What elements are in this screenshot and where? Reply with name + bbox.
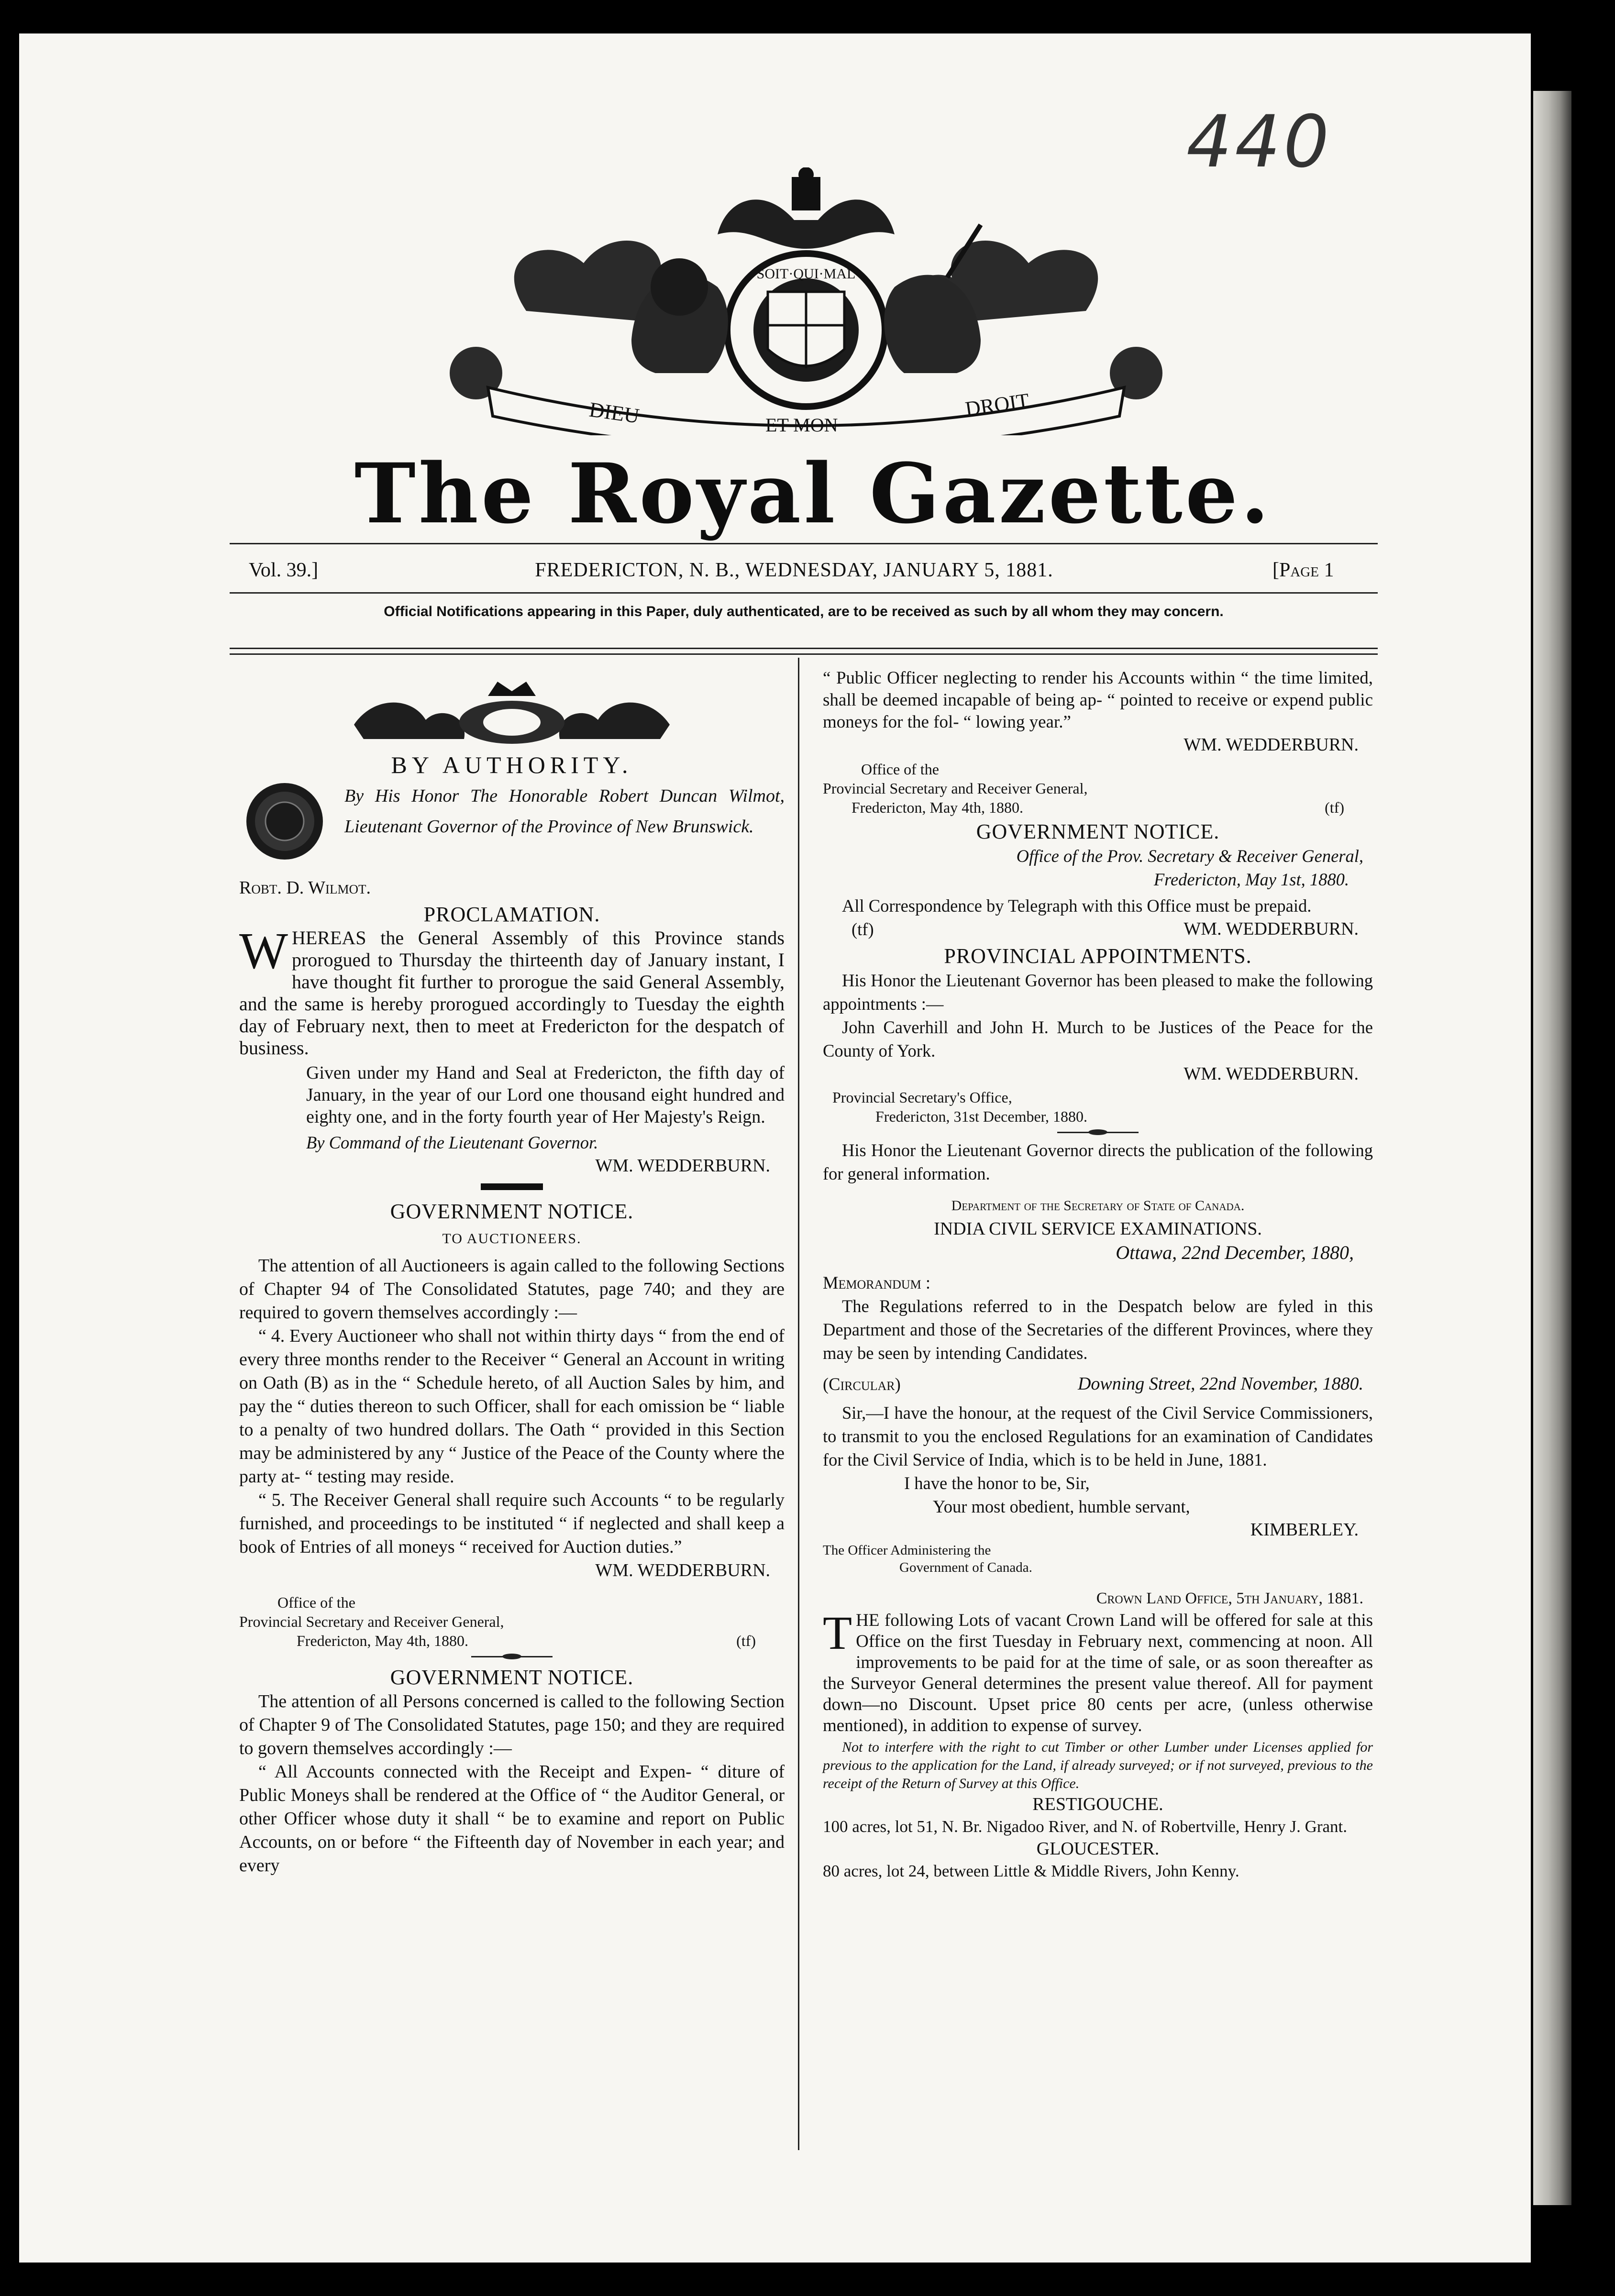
restigouche-heading: RESTIGOUCHE. bbox=[1032, 1794, 1163, 1814]
provincial-appointments-body-1: His Honor the Lieutenant Governor has been pleased to make the following appointments :— bbox=[823, 971, 1373, 1014]
downing-street-date: Downing Street, 22nd November, 1880. bbox=[1077, 1374, 1363, 1394]
continued-tf: (tf) bbox=[1325, 799, 1344, 816]
svg-text:ET MON: ET MON bbox=[765, 414, 838, 435]
notice1-subheading: TO AUCTIONEERS. bbox=[442, 1231, 582, 1247]
notice1-tf: (tf) bbox=[736, 1632, 756, 1649]
notice1-section-5: “ 5. The Receiver General shall require such Accounts “ to be regularly furnished, and proceedings to be instituted “ if neglected and shall keep a book of Entries of all moneys “ received for Auction duties.” bbox=[239, 1490, 785, 1557]
gov-notice-heading: GOVERNMENT NOTICE. bbox=[976, 820, 1220, 843]
continued-office bbox=[823, 760, 1373, 817]
proclamation-body: WHEREAS the General Assembly of this Province stands prorogued to Thursday the thirteenth day of January instant, I have thought fit further to prorogue the said General Assembly, and the same is hereby prorogued accordingly to Tuesday the eighth day of February next, then to meet at Fredericton for the despatch of business. bbox=[239, 923, 785, 1059]
notice1-section-4: “ 4. Every Auctioneer who shall not within thirty days “ from the end of every three months render to the Receiver “ General an Account in writing on Oath (B) as in the “ Schedule hereto, of all Auction Sales by him, and pay the “ duties thereon to such Officer, shall for each omission be “ liable to a penalty of two hundred dollars. The Oath “ provided in this Section may be administered by any “ Justice of the Peace of the County where the party at- “ testing may reside. bbox=[239, 1326, 785, 1487]
gov-notice-signed: WM. WEDDERBURN. bbox=[1184, 919, 1359, 939]
right-column bbox=[823, 667, 1373, 1882]
left-column bbox=[239, 667, 785, 1877]
proclamation-heading: PROCLAMATION. bbox=[423, 903, 600, 926]
memorandum-body: The Regulations referred to in the Despatch below are fyled in this Department and those of the Secretaries of the different Provinces, where they may be seen by intending Candidates. bbox=[823, 1296, 1373, 1363]
gloucester-heading: GLOUCESTER. bbox=[1036, 1839, 1160, 1859]
publication-body: His Honor the Lieutenant Governor directs the publication of the following for general information. bbox=[823, 1140, 1373, 1183]
separator-2 bbox=[823, 1126, 1373, 1138]
handwritten-page-number: 440 bbox=[1186, 100, 1332, 184]
separator-1 bbox=[239, 1650, 785, 1663]
dateline: FREDERICTON, N. B., WEDNESDAY, JANUARY 5, 1881. bbox=[535, 559, 1053, 581]
notice1-intro: The attention of all Auctioneers is again called to the following Sections of Chapter 94 of The Consolidated Statutes, page 740; and they are required to govern themselves accordingly :— bbox=[239, 1256, 785, 1323]
page-stack-edge bbox=[1533, 91, 1571, 2205]
gazette-page bbox=[230, 0, 1378, 2200]
sir-body: Sir,—I have the honour, at the request of the Civil Service Commissioners, to transmit to you the enclosed Regulations for an examination of Candidates for the Civil Service of India, which is to be held in June, 1881. bbox=[823, 1403, 1373, 1469]
crown-land-dropcap: T bbox=[823, 1606, 852, 1659]
provincial-office-line-1: Provincial Secretary's Office, bbox=[832, 1089, 1012, 1106]
officer-line-1: The Officer Administering the bbox=[823, 1543, 991, 1558]
circular-row bbox=[823, 1372, 1373, 1401]
obedient-servant: Your most obedient, humble servant, bbox=[933, 1497, 1190, 1516]
circular-label: (Circular) bbox=[823, 1374, 901, 1394]
notice2-heading: GOVERNMENT NOTICE. bbox=[390, 1666, 634, 1689]
provincial-office-line-2: Fredericton, 31st December, 1880. bbox=[875, 1108, 1088, 1125]
exam-heading: INDIA CIVIL SERVICE EXAMINATIONS. bbox=[934, 1219, 1262, 1239]
royal-coat-of-arms-icon bbox=[431, 167, 1182, 435]
svg-text:DIEU: DIEU bbox=[587, 397, 641, 428]
masthead-title: The Royal Gazette. bbox=[354, 445, 1272, 542]
notice2-intro: The attention of all Persons concerned is called to the following Section of Chapter 9 of The Consolidated Statutes, page 150; and they are required to govern themselves accordingly :— bbox=[239, 1691, 785, 1758]
continued-quote: “ Public Officer neglecting to render his Accounts within “ the time limited, shall be deemed incapable of being ap- “ pointed to receive or expend public moneys for the fol- “ lowing year.” bbox=[823, 668, 1373, 732]
svg-text:SOIT·QUI·MAL: SOIT·QUI·MAL bbox=[756, 266, 856, 282]
continued-office-line-2: Provincial Secretary and Receiver General, bbox=[823, 780, 1088, 797]
continued-office-line-1: Office of the bbox=[861, 761, 939, 778]
officer-line-2: Government of Canada. bbox=[899, 1560, 1032, 1575]
official-seal-icon bbox=[244, 781, 325, 862]
svg-text:DROIT: DROIT bbox=[963, 388, 1031, 421]
crown-land-note: Not to interfere with the right to cut Timber or other Lumber under Licenses applied for previous to the application for the Land, if already surveyed; or if not surveyed, previous to the receipt of the Return of Survey at this Office. bbox=[823, 1739, 1373, 1791]
proclamation-dropcap: W bbox=[239, 923, 288, 980]
volume-label: Vol. 39.] bbox=[249, 559, 319, 581]
notice1-office-line-3: Fredericton, May 4th, 1880. bbox=[297, 1632, 469, 1649]
lion-unicorn-crest-icon bbox=[344, 677, 679, 749]
by-command: By Command of the Lieutenant Governor. bbox=[306, 1133, 598, 1152]
official-notice: Official Notifications appearing in this Paper, duly authenticated, are to be received as such by all whom they may concern. bbox=[384, 604, 1224, 619]
gov-notice-tf: (tf) bbox=[852, 919, 874, 939]
officer-block bbox=[823, 1542, 1373, 1576]
authority-block bbox=[239, 781, 785, 876]
provincial-appointments-body-2: John Caverhill and John H. Murch to be Justices of the Peace for the County of York. bbox=[823, 1017, 1373, 1060]
restigouche-lot: 100 acres, lot 51, N. Br. Nigadoo River, and N. of Robertville, Henry J. Grant. bbox=[823, 1817, 1348, 1836]
page-label: [Page 1 bbox=[1272, 559, 1334, 581]
notice1-heading: GOVERNMENT NOTICE. bbox=[390, 1200, 634, 1223]
provincial-appointments-office bbox=[823, 1088, 1373, 1126]
notice1-signed: WM. WEDDERBURN. bbox=[595, 1560, 770, 1580]
exam-date: Ottawa, 22nd December, 1880, bbox=[1116, 1242, 1354, 1263]
gov-notice-body: All Correspondence by Telegraph with this Office must be prepaid. bbox=[842, 896, 1312, 916]
provincial-appointments-signed: WM. WEDDERBURN. bbox=[1184, 1064, 1359, 1084]
memorandum-label: Memorandum : bbox=[823, 1273, 931, 1292]
provincial-appointments-heading: PROVINCIAL APPOINTMENTS. bbox=[944, 944, 1252, 968]
honor-to-be: I have the honor to be, Sir, bbox=[904, 1473, 1090, 1493]
bottom-rule-1 bbox=[230, 648, 1378, 649]
given-under: Given under my Hand and Seal at Fredericton, the fifth day of January, in the year of our Lord one thousand eight hundred and eighty one, and in the forty fourth year of Her Majesty's Reign. bbox=[306, 1063, 785, 1127]
gloucester-lot: 80 acres, lot 24, between Little & Middle Rivers, John Kenny. bbox=[823, 1862, 1239, 1880]
gov-notice-office-1: Office of the Prov. Secretary & Receiver General, bbox=[1016, 846, 1363, 866]
continued-office-line-3: Fredericton, May 4th, 1880. bbox=[852, 799, 1024, 816]
honor-line: By His Honor The Honorable Robert Duncan Wilmot, Lieutenant Governor of the Province of New Brunswick. bbox=[344, 786, 785, 837]
heavy-separator bbox=[239, 1178, 785, 1197]
by-authority-heading: BY AUTHORITY. bbox=[391, 751, 633, 778]
wilmot-signature: Robt. D. Wilmot. bbox=[239, 878, 371, 898]
notice1-office-line-2: Provincial Secretary and Receiver General, bbox=[239, 1613, 504, 1630]
crown-land-heading: Crown Land Office, 5th January, 1881. bbox=[1096, 1590, 1363, 1607]
gov-notice-office-2: Fredericton, May 1st, 1880. bbox=[1153, 870, 1349, 889]
department-heading: Department of the Secretary of State of Canada. bbox=[951, 1198, 1245, 1214]
middle-rule bbox=[230, 592, 1378, 594]
kimberley-signature: KIMBERLEY. bbox=[1250, 1520, 1359, 1540]
proclamation-signed: WM. WEDDERBURN. bbox=[595, 1156, 770, 1176]
notice1-office bbox=[239, 1593, 785, 1650]
gov-notice-sign-row bbox=[823, 917, 1373, 941]
bottom-rule-2 bbox=[230, 653, 1378, 655]
top-rule bbox=[230, 543, 1378, 544]
notice2-quote: “ All Accounts connected with the Receipt and Expen- “ diture of Public Moneys shall be rendered at the Office of “ the Auditor General, or other Officer whose duty it shall “ be to examine and report on Public Accounts, on or before “ the Fifteenth day of November in each year; and every bbox=[239, 1762, 785, 1876]
crown-land-body: THE following Lots of vacant Crown Land will be offered for sale at this Office on the first Tuesday in February next, commencing at noon. All improvements to be paid for at the time of sale, or as soon thereafter as the Surveyor General determines the present value thereof. All for payment down—no Discount. Upset price 80 cents per acre, (unless otherwise mentioned), in addition to expense of survey. bbox=[823, 1606, 1373, 1735]
notice1-office-line-1: Office of the bbox=[277, 1594, 355, 1611]
continued-signed: WM. WEDDERBURN. bbox=[1184, 735, 1359, 755]
column-divider bbox=[798, 658, 799, 2150]
